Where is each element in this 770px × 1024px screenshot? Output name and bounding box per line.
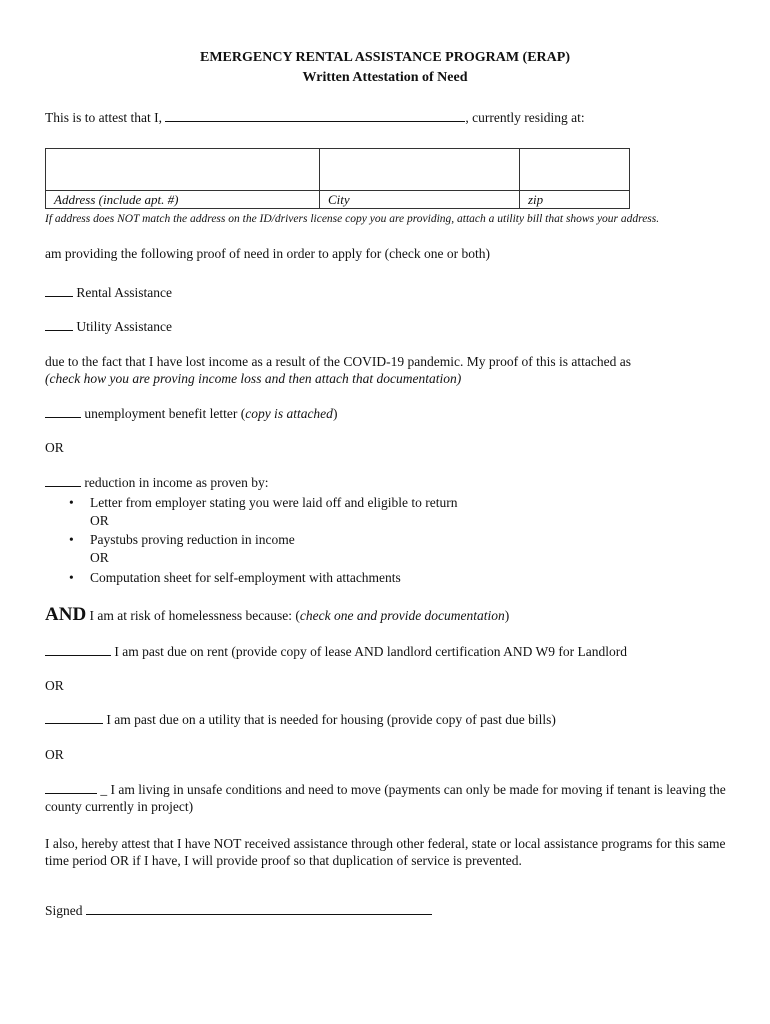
bullet-icon: • xyxy=(69,495,74,510)
attest-line xyxy=(45,110,585,126)
unemployment-checkbox-blank[interactable] xyxy=(45,416,81,418)
reduction-option xyxy=(45,475,268,491)
bullet-text: Letter from employer stating you were laid off and eligible to return xyxy=(90,495,458,510)
or-separator-3: OR xyxy=(45,747,64,762)
past-due-rent-blank[interactable] xyxy=(45,654,111,656)
unemployment-close: ) xyxy=(332,406,338,421)
or-separator-2: OR xyxy=(45,678,64,693)
past-due-utility-label: I am past due on a utility that is needed for housing (provide copy of past due bills) xyxy=(106,712,556,727)
zip-field[interactable] xyxy=(520,149,630,191)
list-item xyxy=(45,569,458,587)
bullet-text: Paystubs proving reduction in income xyxy=(90,532,295,547)
unemployment-option xyxy=(45,406,337,422)
reduction-label: reduction in income as proven by: xyxy=(84,475,269,490)
address-field[interactable] xyxy=(46,149,320,191)
rental-assistance-option xyxy=(45,285,172,301)
income-loss-line1: due to the fact that I have lost income as a result of the COVID-19 pandemic. My proof of this is attached as xyxy=(45,354,631,369)
signature-line xyxy=(45,903,432,919)
rental-checkbox-blank[interactable] xyxy=(45,295,73,297)
unsafe-conditions-option xyxy=(45,781,735,815)
signature-label: Signed xyxy=(45,903,83,918)
bullet-or-2: OR xyxy=(90,550,109,565)
utility-assistance-option xyxy=(45,319,172,335)
zip-label: zip xyxy=(520,191,630,209)
rental-assistance-label: Rental Assistance xyxy=(76,285,172,300)
attestation-statement: I also, hereby attest that I have NOT received assistance through other federal, state or local assistance programs for this same time period OR if I have, I will provide proof so that duplication of service is prevented. xyxy=(45,836,726,868)
reduction-proof-list xyxy=(45,494,458,587)
unemployment-label: unemployment benefit letter ( xyxy=(84,406,246,421)
income-loss-line2: (check how you are proving income loss and then attach that documentation) xyxy=(45,371,462,386)
city-label: City xyxy=(320,191,520,209)
address-note: If address does NOT match the address on the ID/drivers license copy you are providing, attach a utility bill that shows your address. xyxy=(45,213,660,225)
past-due-rent-option xyxy=(45,644,627,660)
unsafe-conditions-blank[interactable] xyxy=(45,792,97,794)
address-table xyxy=(45,148,630,209)
reduction-checkbox-blank[interactable] xyxy=(45,485,81,487)
list-item xyxy=(45,494,458,512)
homelessness-intro-close: ) xyxy=(504,608,510,623)
document-subtitle: Written Attestation of Need xyxy=(302,70,468,85)
and-word: AND xyxy=(45,604,87,625)
bullet-icon: • xyxy=(69,532,74,547)
utility-checkbox-blank[interactable] xyxy=(45,329,73,331)
utility-assistance-label: Utility Assistance xyxy=(76,319,172,334)
document-title: EMERGENCY RENTAL ASSISTANCE PROGRAM (ERAP) xyxy=(200,50,570,65)
homelessness-intro-italic: check one and provide documentation xyxy=(299,608,505,623)
city-field[interactable] xyxy=(320,149,520,191)
address-label: Address (include apt. #) xyxy=(46,191,320,209)
bullet-or-1: OR xyxy=(90,513,109,528)
past-due-utility-option xyxy=(45,712,556,728)
attest-suffix: , currently residing at: xyxy=(465,110,585,125)
past-due-rent-label: I am past due on rent (provide copy of lease AND landlord certification AND W9 for Landlord xyxy=(114,644,627,659)
or-separator-1: OR xyxy=(45,440,64,455)
unsafe-conditions-label: _ I am living in unsafe conditions and need to move (payments can only be made for moving if tenant is leaving the county currently in project) xyxy=(45,782,726,814)
unemployment-note: copy is attached xyxy=(245,406,333,421)
homelessness-intro xyxy=(45,604,509,626)
homelessness-intro-text: I am at risk of homelessness because: ( xyxy=(86,608,300,623)
list-item xyxy=(45,531,458,549)
bullet-icon: • xyxy=(69,570,74,585)
past-due-utility-blank[interactable] xyxy=(45,722,103,724)
attest-prefix: This is to attest that I, xyxy=(45,110,162,125)
bullet-text: Computation sheet for self-employment with attachments xyxy=(90,570,401,585)
name-field[interactable] xyxy=(165,120,465,122)
proof-intro: am providing the following proof of need in order to apply for (check one or both) xyxy=(45,246,490,261)
signature-field[interactable] xyxy=(86,913,432,915)
